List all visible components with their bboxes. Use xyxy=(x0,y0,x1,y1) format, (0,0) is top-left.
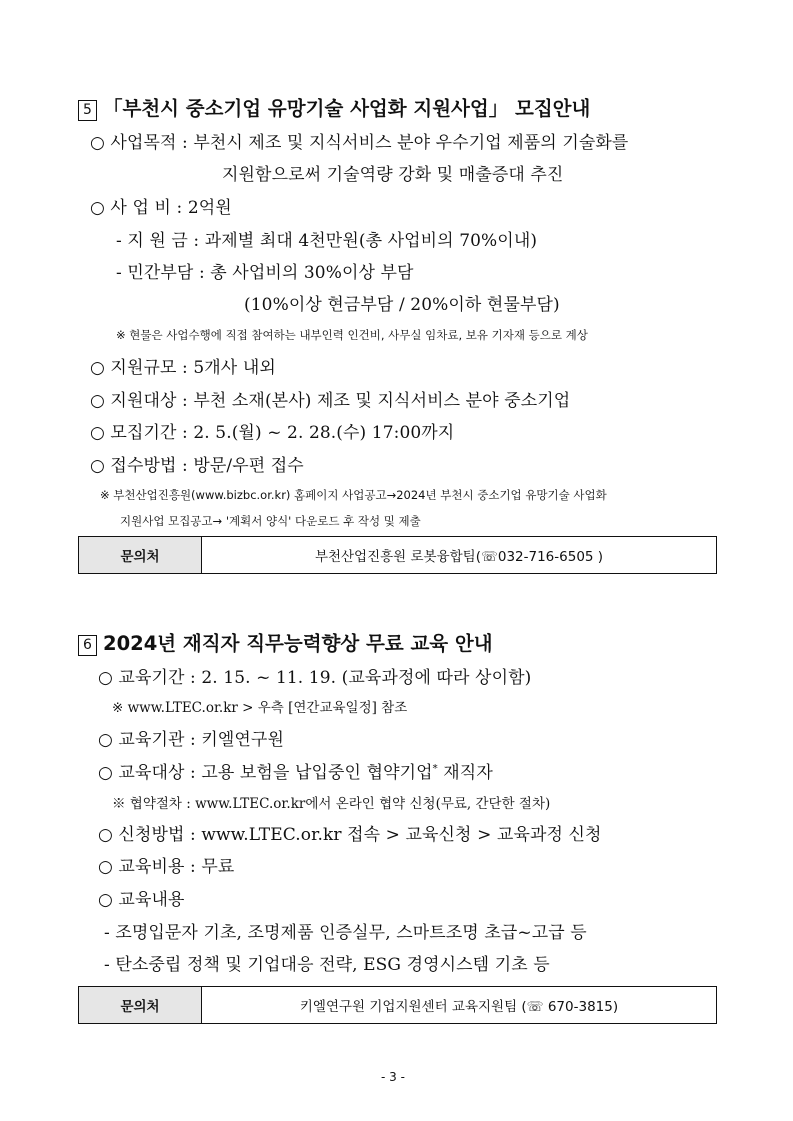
section-6-heading xyxy=(78,628,493,656)
contact-value: 부천산업진흥원 로봇융합팀(☏032-716-6505 ) xyxy=(314,549,604,565)
scale-line: ○ 지원규모 : 5개사 내외 xyxy=(90,358,276,378)
section-6-title: 2024년 재직자 직무능력향상 무료 교육 안내 xyxy=(103,632,493,655)
footnote-marker: * xyxy=(432,763,438,775)
edu-apply-line: ○ 신청방법 : www.LTEC.or.kr 접속 > 교육신청 > 교육과정 신청 xyxy=(98,825,602,845)
edu-institution-line: ○ 교육기관 : 키엘연구원 xyxy=(98,730,284,750)
period-line: ○ 모집기간 : 2. 5.(월) ~ 2. 28.(수) 17:00까지 xyxy=(90,423,455,443)
edu-target-line xyxy=(98,758,493,783)
site-note-2: 지원사업 모집공고→ '계획서 양식' 다운로드 후 작성 및 제출 xyxy=(120,514,421,528)
private-share-line: - 민간부담 : 총 사업비의 30%이상 부담 xyxy=(116,263,414,283)
section-6-contact-box xyxy=(78,986,717,1024)
section-5-contact-box xyxy=(78,536,717,574)
edu-cost-line: ○ 교육비용 : 무료 xyxy=(98,857,235,877)
budget-line: ○ 사 업 비 : 2억원 xyxy=(90,198,232,218)
edu-target-text: ○ 교육대상 : 고용 보험을 납입중인 협약기업 xyxy=(98,763,433,783)
edu-period-line: ○ 교육기간 : 2. 15. ~ 11. 19. (교육과정에 따라 상이함) xyxy=(98,668,532,688)
contact-label: 문의처 xyxy=(79,987,202,1023)
edu-content-item-2: - 탄소중립 정책 및 기업대응 전략, ESG 경영시스템 기초 등 xyxy=(104,955,550,975)
method-line: ○ 접수방법 : 방문/우편 접수 xyxy=(90,456,304,476)
contact-value: 키엘연구원 기업지원센터 교육지원팀 (☏ 670-3815) xyxy=(299,999,619,1015)
section-5-title: 「부천시 중소기업 유망기술 사업화 지원사업」 모집안내 xyxy=(103,97,591,120)
site-note-1: ※ 부천산업진흥원(www.bizbc.or.kr) 홈페이지 사업공고→2024년 부천시 중소기업 유망기술 사업화 xyxy=(100,488,607,502)
page-number: - 3 - xyxy=(381,1070,405,1084)
support-amount-line: - 지 원 금 : 과제별 최대 4천만원(총 사업비의 70%이내) xyxy=(116,231,538,251)
edu-content-item-1: - 조명입문자 기초, 조명제품 인증실무, 스마트조명 초급~고급 등 xyxy=(104,923,587,943)
contact-label: 문의처 xyxy=(79,537,202,573)
edu-period-note: ※ www.LTEC.or.kr > 우측 [연간교육일정] 참조 xyxy=(112,700,408,716)
agreement-note: ※ 협약절차 : www.LTEC.or.kr에서 온라인 협약 신청(무료, 간단한 절차) xyxy=(112,796,551,812)
section-5-heading xyxy=(78,93,590,121)
section-6-number: 6 xyxy=(78,635,97,656)
section-5-number: 5 xyxy=(78,100,97,121)
target-line: ○ 지원대상 : 부천 소재(본사) 제조 및 지식서비스 분야 중소기업 xyxy=(90,391,571,411)
edu-content-line: ○ 교육내용 xyxy=(98,890,185,910)
private-share-detail: (10%이상 현금부담 / 20%이하 현물부담) xyxy=(244,295,560,315)
purpose-line-2: 지원함으로써 기술역량 강화 및 매출증대 추진 xyxy=(222,165,564,185)
inkind-note: ※ 현물은 사업수행에 직접 참여하는 내부인력 인건비, 사무실 임차료, 보유 기자재 등으로 계상 xyxy=(116,328,588,342)
purpose-line-1: ○ 사업목적 : 부천시 제조 및 지식서비스 분야 우수기업 제품의 기술화를 xyxy=(90,133,629,153)
edu-target-suffix: 재직자 xyxy=(437,763,493,783)
